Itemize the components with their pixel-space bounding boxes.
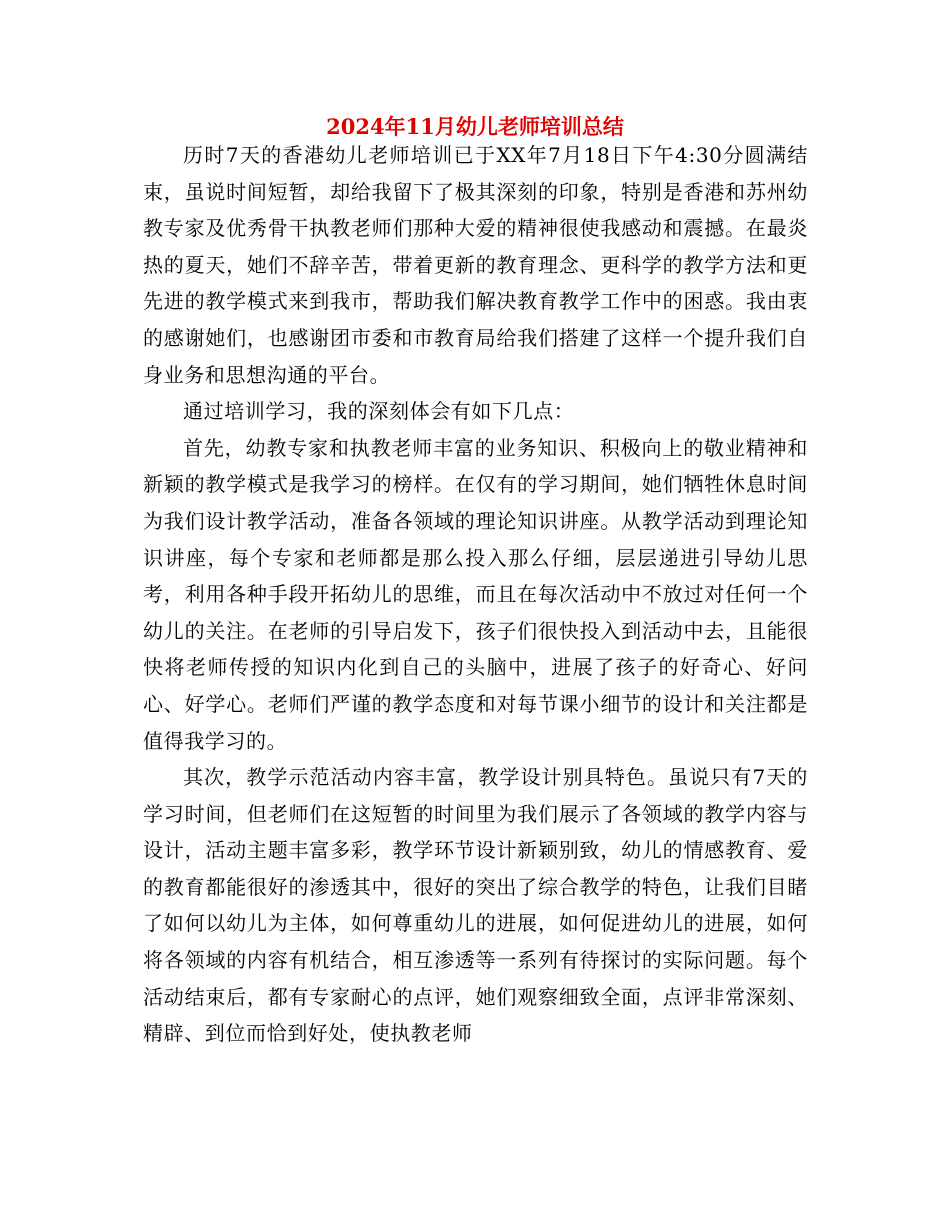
paragraph-2: 通过培训学习，我的深刻体会有如下几点： bbox=[183, 399, 575, 424]
paragraph-4: 其次，教学示范活动内容丰富，教学设计别具特色。虽说只有7天的学习时间，但老师们在这短暂的时间里为我们展示了各领域的教学内容与设计，活动主题丰富多彩，教学环节设计新颖别致，幼儿的情感教育、爱的教育都能很好的渗透其中，很好的突出了综合教学的特色，让我们目睹了如何以幼儿为主体，如何尊重幼儿的进展，如何促进幼儿的进展，如何将各领域的内容有机结合，相互渗透等一系列有待探讨的实际问题。每个活动结束后，都有专家耐心的点评，她们观察细致全面，点评非常深刻、精辟、到位而恰到好处，使执教老师 bbox=[143, 765, 808, 1046]
document-body bbox=[143, 137, 808, 1052]
paragraph-1: 历时7天的香港幼儿老师培训已于XX年7月18日下午4:30分圆满结束，虽说时间短暂，却给我留下了极其深刻的印象，特别是香港和苏州幼教专家及优秀骨干执教老师们那种大爱的精神很使我感动和震撼。在最炎热的夏天，她们不辞辛苦，带着更新的教育理念、更科学的教学方法和更先进的教学模式来到我市，帮助我们解决教育教学工作中的困惑。我由衷的感谢她们，也感谢团市委和市教育局给我们搭建了这样一个提升我们自身业务和思想沟通的平台。 bbox=[143, 143, 808, 387]
paragraph-3: 首先，幼教专家和执教老师丰富的业务知识、积极向上的敬业精神和新颖的教学模式是我学习的榜样。在仅有的学习期间，她们牺牲休息时间为我们设计教学活动，准备各领域的理论知识讲座。从教学活动到理论知识讲座，每个专家和老师都是那么投入那么仔细，层层递进引导幼儿思考，利用各种手段开拓幼儿的思维，而且在每次活动中不放过对任何一个幼儿的关注。在老师的引导启发下，孩子们很快投入到活动中去，且能很快将老师传授的知识内化到自己的头脑中，进展了孩子的好奇心、好问心、好学心。老师们严谨的教学态度和对每节课小细节的设计和关注都是值得我学习的。 bbox=[143, 435, 808, 753]
document-title: 2024年11月幼儿老师培训总结 bbox=[326, 114, 624, 139]
